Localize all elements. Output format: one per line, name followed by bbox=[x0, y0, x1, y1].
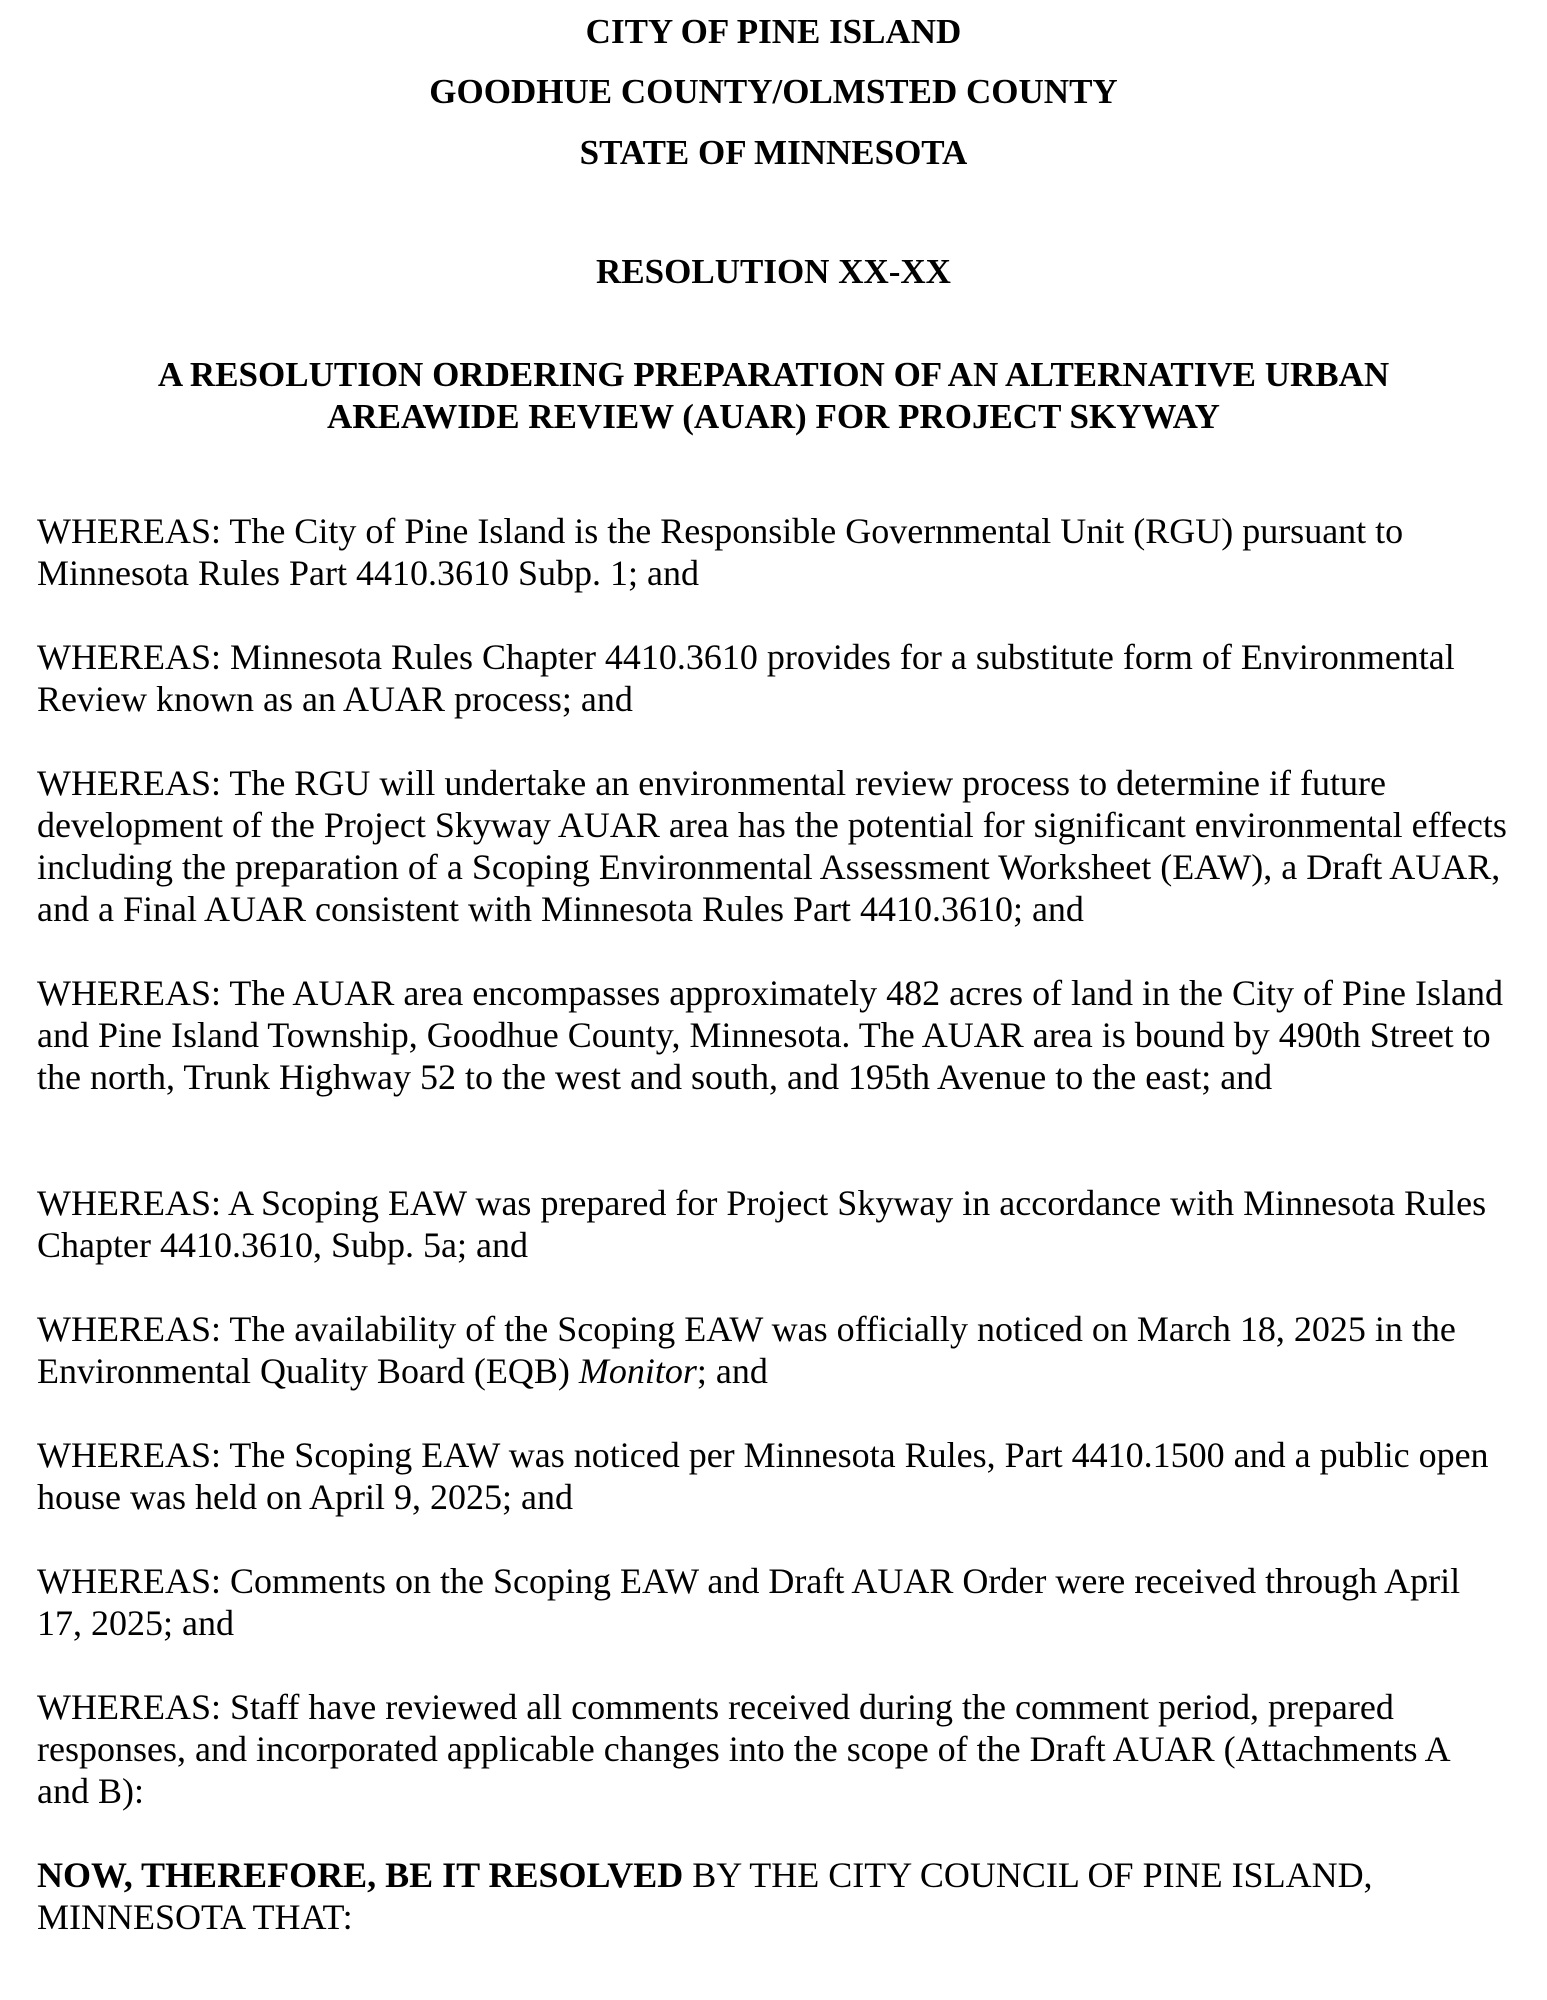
resolved-clause bbox=[37, 1854, 1507, 1938]
header-city: CITY OF PINE ISLAND bbox=[585, 12, 962, 51]
resolution-title-line2: AREAWIDE REVIEW (AUAR) FOR PROJECT SKYWAY bbox=[327, 397, 1220, 436]
whereas-clause: WHEREAS: The RGU will undertake an environmental review process to determine if future development of the Project Skyway AUAR area has the potential for significant environmental effects including the preparation of a Scoping Environmental Assessment Worksheet (EAW), a Draft AUAR, and a Final AUAR consistent with Minnesota Rules Part 4410.3610; and bbox=[37, 763, 1507, 929]
whereas-clause bbox=[37, 1308, 1507, 1392]
resolved-rest: BY THE CITY COUNCIL OF PINE ISLAND, MINNESOTA THAT: bbox=[37, 1855, 1373, 1937]
whereas-clause: WHEREAS: The City of Pine Island is the Responsible Governmental Unit (RGU) pursuant to Minnesota Rules Part 4410.3610 Subp. 1; and bbox=[37, 511, 1404, 593]
whereas-clause: WHEREAS: The AUAR area encompasses approximately 482 acres of land in the City of Pine Island and Pine Island Township, Goodhue County, Minnesota. The AUAR area is bound by 490th Street to the north, Trunk Highway 52 to the west and south, and 195th Avenue to the east; and bbox=[37, 973, 1503, 1097]
whereas-clause: WHEREAS: Staff have reviewed all comments received during the comment period, prepared responses, and incorporated applicable changes into the scope of the Draft AUAR (Attachments A and B): bbox=[37, 1687, 1449, 1811]
resolution-title-line1: A RESOLUTION ORDERING PREPARATION OF AN ALTERNATIVE URBAN bbox=[157, 355, 1390, 394]
whereas-clause: WHEREAS: The Scoping EAW was noticed per Minnesota Rules, Part 4410.1500 and a public open house was held on April 9, 2025; and bbox=[37, 1435, 1489, 1517]
header-state: STATE OF MINNESOTA bbox=[579, 133, 968, 172]
whereas-text-end: ; and bbox=[696, 1351, 768, 1391]
whereas-clause: WHEREAS: Minnesota Rules Chapter 4410.3610 provides for a substitute form of Environmental Review known as an AUAR process; and bbox=[37, 637, 1455, 719]
whereas-clause: WHEREAS: Comments on the Scoping EAW and Draft AUAR Order were received through April 17, 2025; and bbox=[37, 1561, 1461, 1643]
header-county: GOODHUE COUNTY/OLMSTED COUNTY bbox=[429, 72, 1118, 111]
resolved-bold: NOW, THEREFORE, BE IT RESOLVED bbox=[37, 1855, 684, 1895]
resolution-number: RESOLUTION XX-XX bbox=[596, 252, 951, 291]
whereas-text: WHEREAS: The availability of the Scoping EAW was officially noticed on March 18, 2025 in the Environmental Quality Board (EQB) bbox=[37, 1309, 1456, 1391]
monitor-italic: Monitor bbox=[578, 1351, 697, 1391]
whereas-clause: WHEREAS: A Scoping EAW was prepared for Project Skyway in accordance with Minnesota Rules Chapter 4410.3610, Subp. 5a; and bbox=[37, 1183, 1487, 1265]
